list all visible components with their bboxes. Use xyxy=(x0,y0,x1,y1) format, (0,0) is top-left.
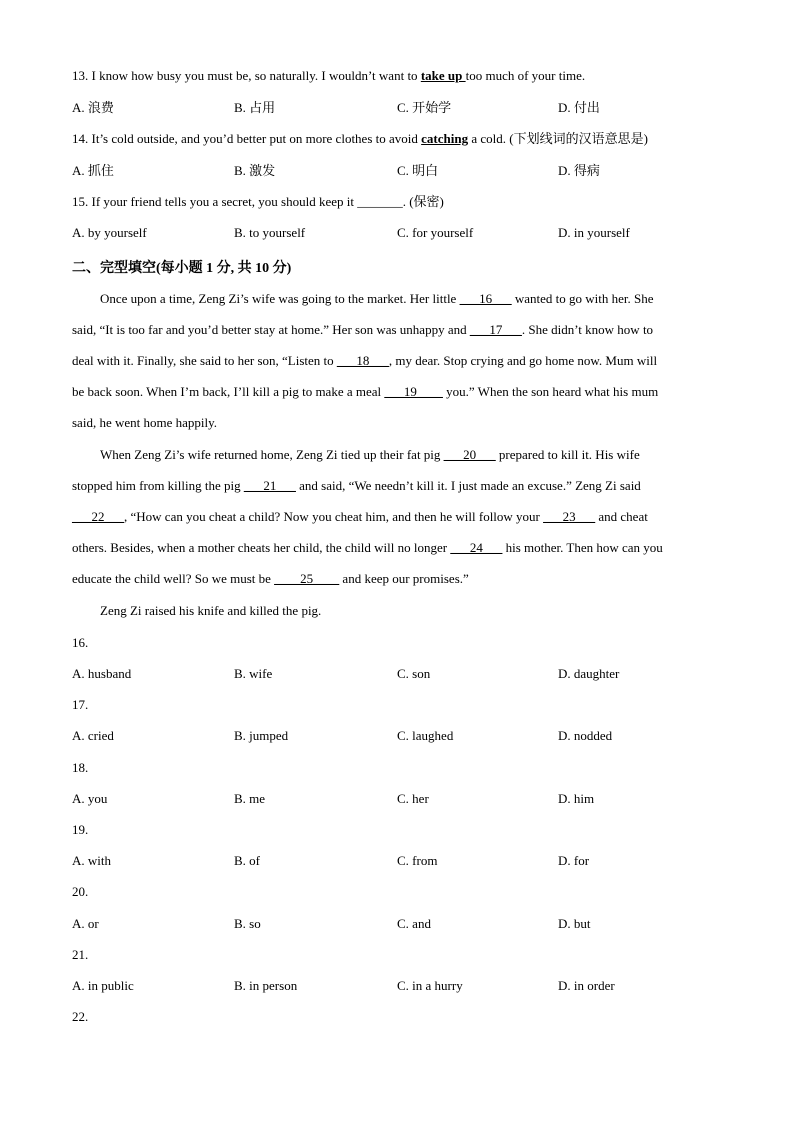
option-c[interactable]: C. 明白 xyxy=(397,163,439,178)
option-a[interactable]: A. 浪费 xyxy=(72,100,114,115)
passage-line xyxy=(72,540,722,556)
passage-text: When Zeng Zi’s wife returned home, Zeng Zi tied up their fat pig xyxy=(100,447,444,462)
option-b[interactable]: B. of xyxy=(234,853,260,868)
passage-text: and said, “We needn’t kill it. I just made an excuse.” Zeng Zi said xyxy=(295,478,641,493)
blank-19: ___19____ xyxy=(384,384,443,399)
option-c[interactable]: C. from xyxy=(397,853,438,868)
question-stem-text: too much of your time. xyxy=(465,68,586,83)
question-16-options xyxy=(72,666,722,682)
passage-text: Once upon a time, Zeng Zi’s wife was going to the market. Her little xyxy=(100,291,460,306)
option-b[interactable]: B. 激发 xyxy=(234,163,276,178)
question-number: 19. xyxy=(72,822,89,837)
passage-text: and cheat xyxy=(595,509,648,524)
question-keyword: catching xyxy=(421,131,469,146)
passage-text: prepared to kill it. His wife xyxy=(495,447,640,462)
option-a[interactable]: A. 抓住 xyxy=(72,163,114,178)
question-17-options xyxy=(72,728,722,744)
question-keyword: take up xyxy=(420,68,466,83)
passage-text: deal with it. Finally, she said to her son, “Listen to xyxy=(72,353,337,368)
option-d[interactable]: D. in yourself xyxy=(558,225,630,240)
option-c[interactable]: C. and xyxy=(397,916,431,931)
blank-16: ___16___ xyxy=(459,291,512,306)
question-14-options xyxy=(72,163,722,179)
section-title: 二、完型填空(每小题 1 分, 共 10 分) xyxy=(72,261,292,276)
blank-22: ___22___ xyxy=(72,509,124,524)
passage-text: said, “It is too far and you’d better stay at home.” Her son was unhappy and xyxy=(72,322,470,337)
question-stem-text: 15. If your friend tells you a secret, you should keep it _______. (保密) xyxy=(72,194,444,209)
passage-text: educate the child well? So we must be xyxy=(72,571,275,586)
passage-line xyxy=(72,509,722,525)
option-c[interactable]: C. laughed xyxy=(397,728,454,743)
question-stem-text: a cold. (下划线词的汉语意思是) xyxy=(468,131,648,146)
passage-line: Zeng Zi raised his knife and killed the pig. xyxy=(100,603,322,618)
passage-line xyxy=(72,447,750,463)
option-a[interactable]: A. with xyxy=(72,853,111,868)
option-b[interactable]: B. me xyxy=(234,791,266,806)
passage-line xyxy=(72,384,722,400)
option-d[interactable]: D. daughter xyxy=(558,666,620,681)
option-c[interactable]: C. son xyxy=(397,666,431,681)
passage-text: , my dear. Stop crying and go home now. Mum will xyxy=(388,353,658,368)
question-number: 18. xyxy=(72,760,89,775)
option-b[interactable]: B. so xyxy=(234,916,261,931)
question-15-options xyxy=(72,225,722,241)
question-15-stem xyxy=(72,194,444,210)
blank-18: ___18___ xyxy=(336,353,389,368)
option-a[interactable]: A. husband xyxy=(72,666,132,681)
option-d[interactable]: D. him xyxy=(558,791,595,806)
passage-text: . She didn’t know how to xyxy=(521,322,654,337)
question-number: 16. xyxy=(72,635,89,650)
passage-text: be back soon. When I’m back, I’ll kill a pig to make a meal xyxy=(72,384,385,399)
passage-text: others. Besides, when a mother cheats her child, the child will no longer xyxy=(72,540,451,555)
passage-text: his mother. Then how can you xyxy=(502,540,663,555)
passage-line xyxy=(72,322,722,338)
blank-24: ___24___ xyxy=(450,540,503,555)
option-a[interactable]: A. or xyxy=(72,916,99,931)
option-d[interactable]: D. for xyxy=(558,853,590,868)
passage-text: said, he went home happily. xyxy=(72,415,218,430)
option-c[interactable]: C. 开始学 xyxy=(397,100,452,115)
question-13-stem xyxy=(72,68,585,84)
blank-23: ___23___ xyxy=(543,509,596,524)
blank-20: ___20___ xyxy=(443,447,496,462)
option-d[interactable]: D. nodded xyxy=(558,728,613,743)
passage-line xyxy=(72,571,722,587)
option-c[interactable]: C. her xyxy=(397,791,429,806)
option-d[interactable]: D. but xyxy=(558,916,591,931)
option-d[interactable]: D. 得病 xyxy=(558,163,600,178)
passage-line xyxy=(72,353,722,369)
passage-text: and keep our promises.” xyxy=(339,571,469,586)
option-b[interactable]: B. 占用 xyxy=(234,100,276,115)
option-d[interactable]: D. in order xyxy=(558,978,615,993)
option-a[interactable]: A. by yourself xyxy=(72,225,147,240)
question-number: 22. xyxy=(72,1009,89,1024)
option-a[interactable]: A. cried xyxy=(72,728,114,743)
question-19-options xyxy=(72,853,722,869)
passage-line xyxy=(72,415,722,431)
option-b[interactable]: B. in person xyxy=(234,978,298,993)
passage-text: stopped him from killing the pig xyxy=(72,478,244,493)
question-14-stem xyxy=(72,131,648,147)
question-18-options xyxy=(72,791,722,807)
question-stem-text: 13. I know how busy you must be, so naturally. I wouldn’t want to xyxy=(72,68,421,83)
option-a[interactable]: A. you xyxy=(72,791,108,806)
option-b[interactable]: B. jumped xyxy=(234,728,289,743)
passage-text: you.” When the son heard what his mum xyxy=(442,384,659,399)
option-d[interactable]: D. 付出 xyxy=(558,100,600,115)
passage-line xyxy=(72,478,722,494)
question-number: 17. xyxy=(72,697,89,712)
question-20-options xyxy=(72,916,722,932)
blank-17: ___17___ xyxy=(469,322,522,337)
question-13-options xyxy=(72,100,722,116)
question-stem-text: 14. It’s cold outside, and you’d better put on more clothes to avoid xyxy=(72,131,422,146)
option-a[interactable]: A. in public xyxy=(72,978,134,993)
question-number: 21. xyxy=(72,947,89,962)
blank-21: ___21___ xyxy=(243,478,296,493)
blank-25: ____25____ xyxy=(274,571,340,586)
option-b[interactable]: B. to yourself xyxy=(234,225,306,240)
option-b[interactable]: B. wife xyxy=(234,666,273,681)
option-c[interactable]: C. in a hurry xyxy=(397,978,463,993)
passage-text: , “How can you cheat a child? Now you cheat him, and then he will follow your xyxy=(124,509,544,524)
passage-line xyxy=(72,291,750,307)
option-c[interactable]: C. for yourself xyxy=(397,225,474,240)
question-number: 20. xyxy=(72,884,89,899)
passage-text: wanted to go with her. She xyxy=(511,291,654,306)
question-21-options xyxy=(72,978,722,994)
